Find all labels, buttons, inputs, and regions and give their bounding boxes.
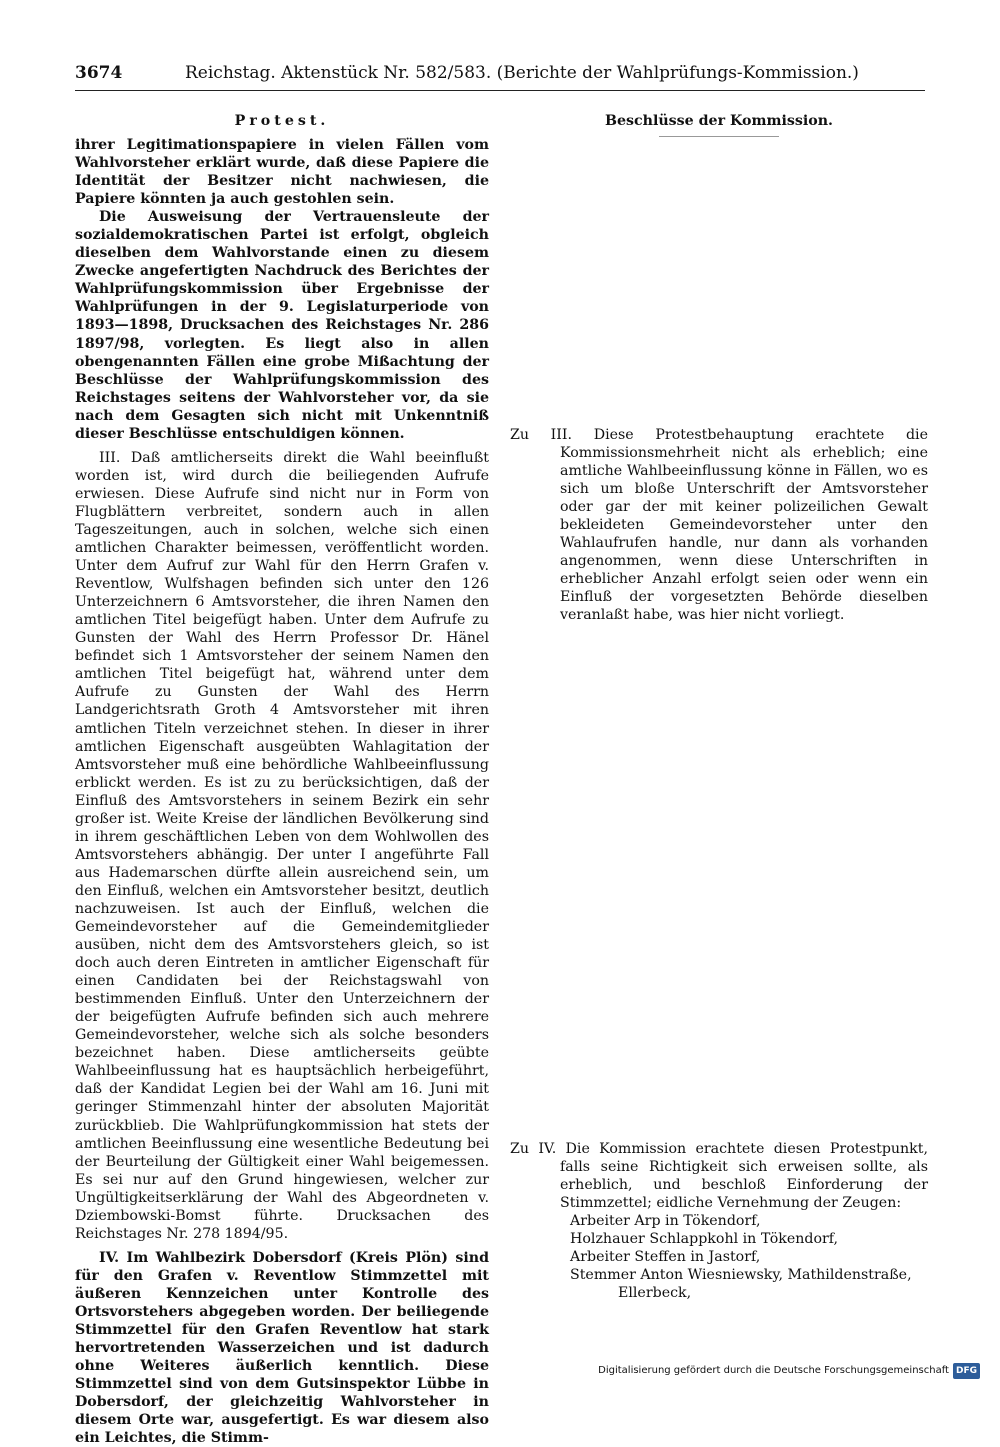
- witness-item: Ellerbeck,: [618, 1285, 692, 1302]
- protest-paragraph: III. Daß amtlicherseits direkt die Wahl beeinflußt worden ist, wird durch die beiliegenden Aufrufe erwiesen. Diese Aufrufe sind nicht nur in Form von Flugblättern verbreitet, sondern auch in allen Tageszeitungen, auch in solchen, welche sich einen amtlichen Charakter beimessen, veröffentlicht worden. Unter dem Aufruf zur Wahl für den Herrn Grafen v. Reventlow, Wulfshagen befinden sich unter den 126 Unterzeichnern 6 Amtsvorsteher, die ihren Namen den amtlichen Titel beigefügt haben. Unter dem Aufrufe zu Gunsten der Wahl des Herrn Professor Dr. Hänel befindet sich 1 Amtsvorsteher der seinem Namen den amtlichen Titel beigefügt hat, während unter dem Aufrufe zu Gunsten der Wahl des Herrn Landgerichtsrath Groth 4 Amtsvorsteher mit ihren amtlichen Titeln verzeichnet stehen. In dieser in ihrer amtlichen Eigenschaft ausgeübten Wahlagitation der Amtsvorsteher muß eine behördliche Wahlbeeinflussung erblickt werden. Es ist zu zu berücksichtigen, daß der Einfluß des Amtsvorstehers in seinem Bezirk ein sehr großer ist. Weite Kreise der ländlichen Bevölkerung sind in ihrem geschäftlichen Leben von dem Wohlwollen des Amtsvorstehers abhängig. Der unter I angeführte Fall aus Hademarschen dürfte allein ausreichend sein, um den Einfluß, welchen ein Amtsvorsteher besitzt, deutlich nachzuweisen. Ist auch der Einfluß, welchen die Gemeindevorsteher auf die Gemeindemitglieder ausüben, nicht dem des Amtsvorstehers gleich, so ist doch auch deren Eintreten in amtlicher Eigenschaft für einen Candidaten bei der Reichstagswahl von bestimmenden Einfluß. Unter den Unterzeichnern der der beigefügten Aufrufe befinden sich auch mehrere Gemeindevorsteher, welche sich als solche besonders bezeichnet haben. Diese amtlicherseits geübte Wahlbeeinflussung hat es hauptsächlich herbeigeführt, daß der Kandidat Legien bei der Wahl am 16. Juni mit geringer Stimmenzahl hinter der absoluten Majorität zurückblieb. Die Wahlprüfungkommission hat stets der amtlichen Beeinflussung eine wesentliche Bedeutung bei der Beurteilung der Gültigkeit einer Wahl beigemessen. Es sei nur auf den Grund hingewiesen, welcher zur Ungültigkeitserklärung der Wahl des Abgeordneten v. Dziembowski-Bomst führte. Drucksachen des Reichstages Nr. 278 1894/95.: [75, 449, 489, 1242]
- decision-item-3: Zu III. Diese Protestbehauptung erachtete die Kommissionsmehrheit nicht als erheblich; eine amtliche Wahlbeeinflussung könne in Fällen, wo es sich um bloße Unterschrift der Amtsvorsteher oder gar der mit keiner polizeilichen Gewalt bekleideten Gemeindevorsteher unter den Wahlaufrufen handle, nur dann als vorhanden angenommen, wenn diese Unterschriften in erheblicher Anzahl erfolgt seien oder wenn ein Einfluß der vorgesetzten Behörde dieselben veranlaßt habe, was hier nicht vorliegt.: [510, 427, 928, 624]
- decision-item-4: Zu IV. Die Kommission erachtete diesen Protestpunkt, falls seine Richtigkeit sich erweisen sollte, als erheblich, und beschloß Einforderung der Stimmzettel; eidliche Vernehmung der Zeugen:: [510, 1141, 928, 1212]
- header-rule: [75, 90, 925, 91]
- witness-list: [570, 1212, 912, 1302]
- protest-paragraph: ihrer Legitimationspapiere in vielen Fällen vom Wahlvorsteher erklärt wurde, daß diese Papiere die Identität der Besitzer nicht nachwiesen, die Papiere könnten ja auch gestohlen sein.: [75, 137, 489, 208]
- witness-item: Holzhauer Schlappkohl in Tökendorf,: [570, 1231, 839, 1248]
- footer-credit-text: Digitalisierung gefördert durch die Deutsche Forschungsgemeinschaft: [598, 1365, 949, 1376]
- protest-paragraph: IV. Im Wahlbezirk Dobersdorf (Kreis Plön) sind für den Grafen v. Reventlow Stimmzettel mit äußeren Kennzeichen unter Kontrolle des Ortsvorstehers abgegeben worden. Der beiliegende Stimmzettel für den Grafen Reventlow hat stark hervortretenden Wasserzeichen und ist dadurch ohne Weiteres äußerlich kenntlich. Diese Stimmzettel sind von dem Gutsinspektor Lübbe in Dobersdorf, der gleichzeitig Wahlvorsteher in diesem Orte war, ausgefertigt. Es war diesem also ein Leichtes, die Stimm-: [75, 1249, 489, 1447]
- decisions-column: [510, 112, 928, 1342]
- witness-item: Stemmer Anton Wiesniewsky, Mathildenstraße,: [570, 1267, 912, 1284]
- protest-heading: Protest.: [234, 113, 330, 129]
- protest-column: [75, 112, 489, 1447]
- page-number: 3674: [75, 63, 123, 83]
- footer-credit: [598, 1363, 980, 1379]
- witness-item: Arbeiter Steffen in Jastorf,: [570, 1249, 761, 1266]
- protest-paragraph: Die Ausweisung der Vertrauensleute der sozialdemokratischen Partei ist erfolgt, obgleich dieselben dem Wahlvorstande einen zu diesem Zwecke angefertigten Nachdruck des Berichtes der Wahlprüfungskommission über Ergebnisse der Wahlprüfungen in der 9. Legislaturperiode von 1893—1898, Drucksachen des Reichstages Nr. 286 1897/98, vorlegten. Es liegt also in allen obengenannten Fällen eine grobe Mißachtung der Beschlüsse der Wahlprüfungskommission des Reichstages seitens der Wahlvorsteher vor, da sie nach dem Gesagten sich nicht mit Unkenntniß dieser Beschlüsse entschuldigen können.: [75, 209, 489, 442]
- decisions-heading: Beschlüsse der Kommission.: [605, 113, 833, 129]
- running-title: Reichstag. Aktenstück Nr. 582/583. (Berichte der Wahlprüfungs-Kommission.): [185, 63, 859, 83]
- heading-rule: [659, 136, 779, 137]
- dfg-logo: DFG: [953, 1363, 980, 1379]
- page-header: [75, 62, 925, 86]
- witness-item: Arbeiter Arp in Tökendorf,: [570, 1213, 761, 1229]
